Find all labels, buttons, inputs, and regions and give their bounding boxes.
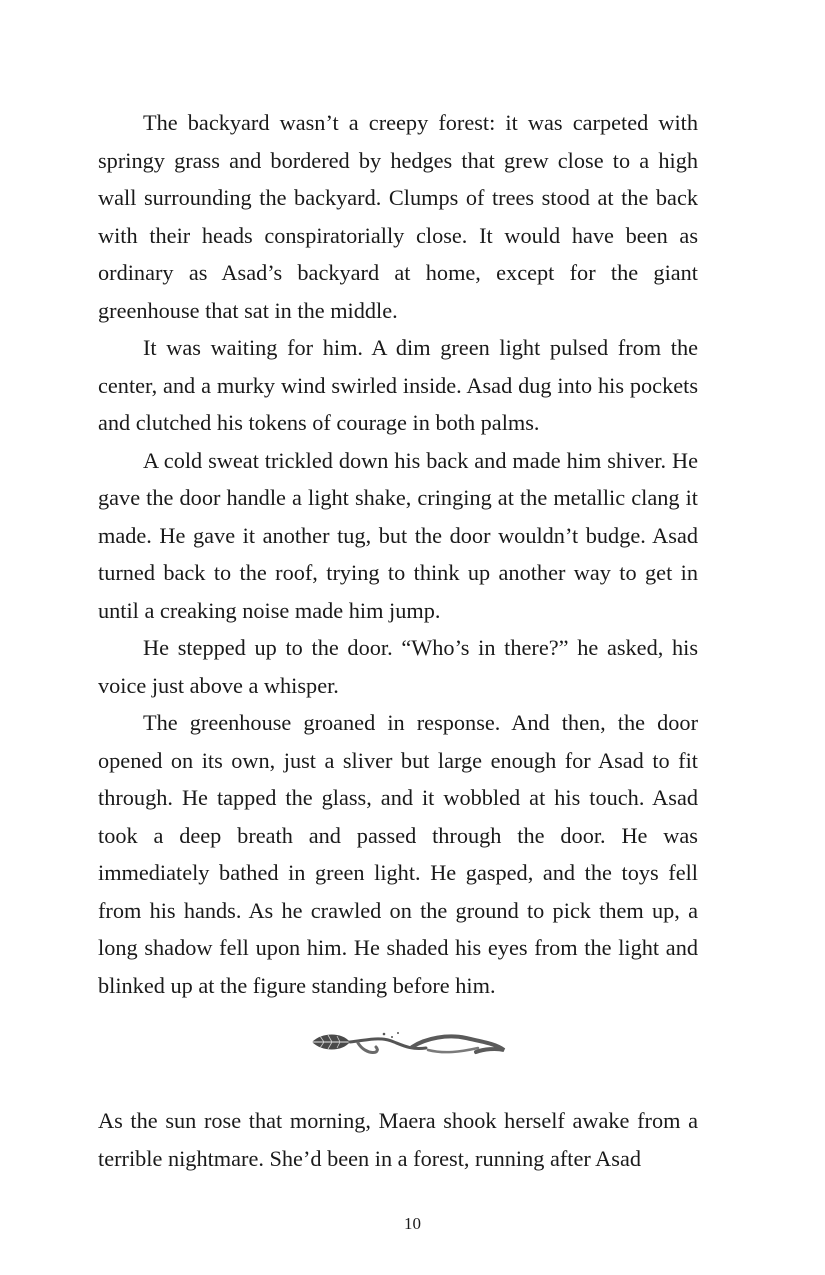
- scene-break: [98, 1004, 698, 1102]
- paragraph-door: He stepped up to the door. “Who’s in there?” he asked, his voice just above a whisper.: [98, 635, 698, 698]
- page-body: [98, 104, 698, 1177]
- page-number: 10: [404, 1214, 421, 1233]
- paragraph-maera: As the sun rose that morning, Maera shook herself awake from a terrible nightmare. She’d been in a forest, running after Asad: [98, 1108, 698, 1171]
- paragraph-greenhouse: The greenhouse groaned in response. And then, the door opened on its own, just a sliver but large enough for Asad to fit through. He tapped the glass, and it wobbled at his touch. Asad took a deep breath and passed through the door. He was immediately bathed in green light. He gasped, and the toys fell from his hands. As he crawled on the ground to pick them up, a long shadow fell upon him. He shaded his eyes from the light and blinked up at the figure standing before him.: [98, 710, 698, 998]
- paragraph-cold-sweat: A cold sweat trickled down his back and made him shiver. He gave the door handle a light shake, cringing at the metallic clang it made. He gave it another tug, but the door wouldn’t budge. Asad turned back to the roof, trying to think up another way to get in until a creaking noise made him jump.: [98, 447, 698, 623]
- paragraph-waiting: It was waiting for him. A dim green light pulsed from the center, and a murky wind swirled inside. Asad dug into his pockets and clutched his tokens of courage in both palms.: [98, 335, 698, 435]
- vine-leaf-icon: [308, 1030, 508, 1060]
- paragraph-backyard: The backyard wasn’t a creepy forest: it was carpeted with springy grass and bordered by hedges that grew close to a high wall surrounding the backyard. Clumps of trees stood at the back with their heads conspiratorially close. It would have been as ordinary as Asad’s backyard at home, except for the giant greenhouse that sat in the middle.: [98, 110, 698, 323]
